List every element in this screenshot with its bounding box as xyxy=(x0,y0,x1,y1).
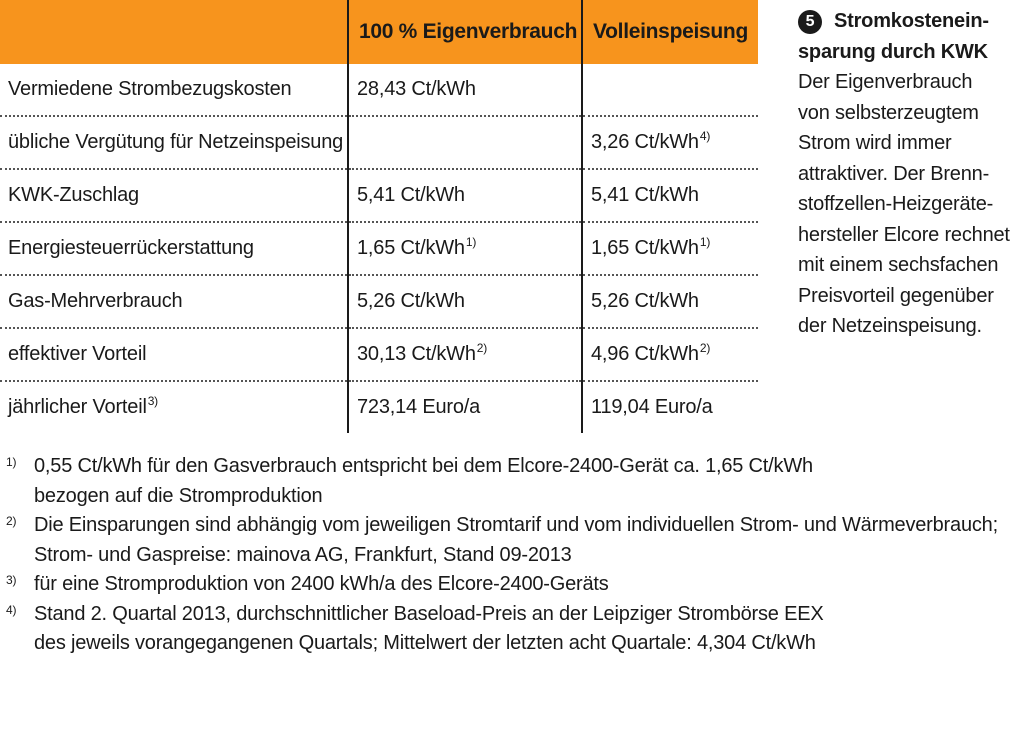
row-label-cell xyxy=(0,328,348,381)
volleinspeisung-value-text: 5,26 Ct/kWh xyxy=(591,290,699,312)
footnote-reference: 2) xyxy=(699,341,711,355)
row-label-cell xyxy=(0,116,348,169)
eigenverbrauch-value-cell xyxy=(348,275,582,328)
caption-body-line: mit einem sechsfachen xyxy=(798,254,999,276)
row-label-text: jährlicher Vorteil xyxy=(8,396,147,418)
volleinspeisung-value-text: 1,65 Ct/kWh xyxy=(591,237,699,259)
figure-number-badge: 5 xyxy=(798,10,822,34)
caption-title xyxy=(798,6,1018,67)
row-label-text: Gas-Mehrverbrauch xyxy=(8,290,183,312)
table-row xyxy=(0,328,758,381)
row-label-cell xyxy=(0,222,348,275)
table-row xyxy=(0,381,758,433)
caption-body-line: Preisvorteil gegenüber xyxy=(798,284,994,307)
eigenverbrauch-value-text: 28,43 Ct/kWh xyxy=(357,78,476,100)
footnote xyxy=(0,570,1018,600)
footnote-text-line: Die Einsparungen sind abhängig vom jeweiligen Stromtarif und vom individuellen Strom- und Wärmeverbrauch; xyxy=(34,514,998,536)
volleinspeisung-value-cell xyxy=(582,222,758,275)
footnote xyxy=(0,600,1018,659)
caption-body-line: Der Eigenverbrauch xyxy=(798,71,973,93)
footnote-reference: 1) xyxy=(699,235,711,249)
footnote-marker: 3) xyxy=(6,573,17,587)
volleinspeisung-value-cell xyxy=(582,169,758,222)
volleinspeisung-value-cell xyxy=(582,275,758,328)
footnotes xyxy=(0,452,1018,659)
footnote-marker: 1) xyxy=(6,455,17,469)
header-cell-volleinspeisung: Volleinspeisung xyxy=(582,0,758,64)
cost-comparison-table xyxy=(0,0,758,433)
caption-title-line-1: Stromkostenein- xyxy=(834,10,989,32)
caption-body-line: attraktiver. Der Brenn- xyxy=(798,162,990,185)
footnote-text-line: 0,55 Ct/kWh für den Gasverbrauch entspricht bei dem Elcore-2400-Gerät ca. 1,65 Ct/kWh xyxy=(34,455,813,477)
row-label-cell xyxy=(0,169,348,222)
volleinspeisung-value-cell xyxy=(582,381,758,433)
volleinspeisung-value-text: 3,26 Ct/kWh xyxy=(591,131,699,153)
caption-body-line: hersteller Elcore rechnet xyxy=(798,223,1010,246)
caption-body-line: Strom wird immer xyxy=(798,132,952,154)
eigenverbrauch-value-cell xyxy=(348,222,582,275)
eigenverbrauch-value-cell xyxy=(348,116,582,169)
row-label-text: Energiesteuerrückerstattung xyxy=(8,237,254,259)
volleinspeisung-value-cell xyxy=(582,64,758,116)
table-row xyxy=(0,275,758,328)
eigenverbrauch-value-cell xyxy=(348,328,582,381)
header-cell-label xyxy=(0,0,348,64)
volleinspeisung-value-cell xyxy=(582,116,758,169)
table-body xyxy=(0,64,758,433)
row-label-cell xyxy=(0,64,348,116)
footnote-text-line: für eine Stromproduktion von 2400 kWh/a des Elcore-2400-Geräts xyxy=(34,573,609,595)
caption-title-line-2: sparung durch KWK xyxy=(798,40,988,63)
table-row xyxy=(0,222,758,275)
eigenverbrauch-value-text: 30,13 Ct/kWh xyxy=(357,343,476,365)
eigenverbrauch-value-cell xyxy=(348,381,582,433)
row-label-text: übliche Vergütung für Netzeinspeisung xyxy=(8,131,344,153)
table-row xyxy=(0,169,758,222)
table-row xyxy=(0,64,758,116)
caption-body-line: der Netzeinspeisung. xyxy=(798,315,982,337)
eigenverbrauch-value-text: 5,41 Ct/kWh xyxy=(357,184,465,206)
eigenverbrauch-value-text: 1,65 Ct/kWh xyxy=(357,237,465,259)
footnote-text-line: Stand 2. Quartal 2013, durchschnittlicher Baseload-Preis an der Leipziger Strombörse EEX xyxy=(34,602,824,625)
sidebar-caption xyxy=(798,6,1018,342)
eigenverbrauch-value-cell xyxy=(348,64,582,116)
footnote-marker: 4) xyxy=(6,602,17,617)
footnote-text-line: bezogen auf die Stromproduktion xyxy=(34,484,323,507)
table-row xyxy=(0,116,758,169)
caption-body xyxy=(798,67,1018,342)
header-cell-eigenverbrauch: 100 % Eigenverbrauch xyxy=(348,0,582,64)
volleinspeisung-value-text: 4,96 Ct/kWh xyxy=(591,343,699,365)
row-label-cell xyxy=(0,381,348,433)
row-label-cell xyxy=(0,275,348,328)
caption-body-line: stoffzellen-Heizgeräte- xyxy=(798,193,994,215)
eigenverbrauch-value-text: 5,26 Ct/kWh xyxy=(357,290,465,312)
footnote xyxy=(0,511,1018,570)
footnote-text-line: des jeweils vorangegangenen Quartals; Mittelwert der letzten acht Quartale: 4,304 Ct/kWh xyxy=(34,632,816,654)
footnote-reference: 4) xyxy=(699,129,711,143)
volleinspeisung-value-text: 119,04 Euro/a xyxy=(591,396,713,418)
volleinspeisung-value-cell xyxy=(582,328,758,381)
volleinspeisung-value-text: 5,41 Ct/kWh xyxy=(591,184,699,206)
footnote-text-line: Strom- und Gaspreise: mainova AG, Frankfurt, Stand 09-2013 xyxy=(34,543,572,566)
row-label-text: effektiver Vorteil xyxy=(8,343,147,365)
eigenverbrauch-value-text: 723,14 Euro/a xyxy=(357,396,481,418)
table-header-row xyxy=(0,0,758,64)
row-label-text: Vermiedene Strombezugskosten xyxy=(8,78,292,100)
eigenverbrauch-value-cell xyxy=(348,169,582,222)
footnote-reference: 2) xyxy=(476,341,488,355)
row-label-text: KWK-Zuschlag xyxy=(8,184,139,206)
footnote-reference: 1) xyxy=(465,235,477,249)
footnote-reference: 3) xyxy=(147,394,158,408)
caption-body-line: von selbsterzeugtem xyxy=(798,101,979,124)
footnote xyxy=(0,452,1018,511)
footnote-marker: 2) xyxy=(6,514,17,528)
